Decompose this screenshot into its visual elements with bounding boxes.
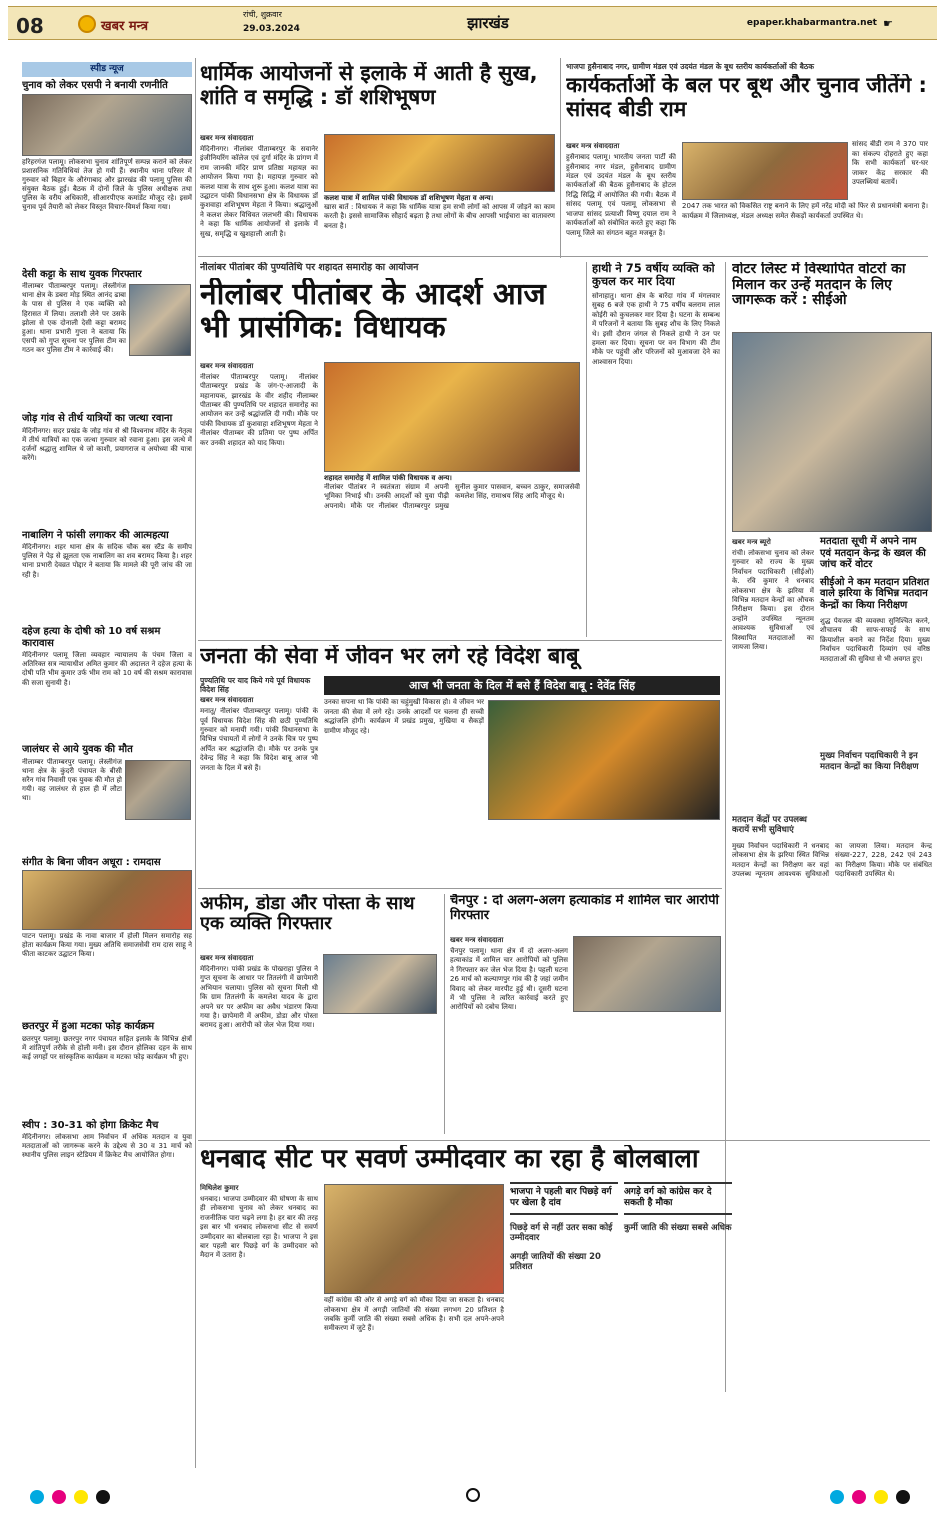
story-body: मेदिनीनगर। नीलांबर पीताम्बरपुर के सवानेर इंजीनियरिंग कॉलेज एवं दुर्गा मंदिर के प्रांगण में राम जानकी मंदिर प्राण प्रतिष्ठा महायज्ञ का आयोजन किया गया है। महायज्ञ गुरुवार को कलश यात्रा के साथ शुरू हुआ। कलश यात्रा का उद्घाटन पांकी विधानसभा क्षेत्र के विधायक डॉ कुशवाहा शशिभूषण मेहता ने किया। श्रद्धालुओं ने कलश लेकर विधिवत जलभरी की। विधायक ने कहा कि धार्मिक आयोजनों से इलाके में सुख, समृद्धि व खुशहाली आती है।	[200, 144, 318, 238]
story-byline: खबर मन्त्र संवाददाता	[200, 134, 254, 142]
story-body-extra: उनका सपना था कि पांकी का चहुंमुखी विकास हो। वे जीवन भर जनता की सेवा में लगे रहे। उनके आदर्शों पर चलना ही सच्ची श्रद्धांजलि होगी। कार्यक्रम में प्रखंड प्रमुख, मुखिया व सैकड़ों ग्रामीण मौजूद रहे।	[324, 698, 484, 735]
brief-headline: नाबालिग ने फांसी लगाकर की आत्महत्या	[22, 529, 169, 541]
story-nilambar-pitambar	[200, 262, 580, 637]
story-opium-arrest	[200, 894, 440, 1134]
city-day: रांची, शुक्रवार	[243, 10, 282, 19]
brief-text: नीलाम्बर पीताम्बरपुर पलामू। लेस्लीगंज थाना क्षेत्र के कुंदरी पंचायत के बीसी सरैन गांव निवासी एक युवक की मौत हो गयी। वह जालंधर से हाल ही में लौटा था।	[22, 757, 122, 803]
story-dhanbad-seat	[200, 1145, 932, 1470]
highlight-bullet: मतदाता सूची में अपने नाम एवं मतदान केन्द्र के ख्वल की जांच करें वोटर	[820, 536, 926, 570]
story-headline: कार्यकर्ताओं के बल पर बूथ और चुनाव जीतेंगे : सांसद बीडी राम	[566, 74, 927, 121]
story-headline: अफीम, डोडा और पोस्ता के साथ एक व्यक्ति गिरफ्तार	[200, 894, 415, 935]
story-photo	[324, 362, 580, 472]
news-photo	[22, 870, 192, 930]
registration-dot	[74, 1490, 88, 1504]
story-photo	[573, 936, 721, 1012]
story-body: मेदिनीनगर। पांकी प्रखंड के पोखराहा पुलिस ने गुप्त सूचना के आधार पर तितलंगी में छापेमारी अभियान चलाया। पुलिस को सूचना मिली थी कि ग्राम तितलंगी के कमलेश यादव के द्वारा अपने घर पर अफीम का अवैध भंडारण किया गया है। छापेमारी में अफीम, डोडा और पोस्ता बरामद हुआ। आरोपी को जेल भेज दिया गया।	[200, 964, 318, 1030]
brief-text: मेदिनीनगर पलामू जिला व्यवहार न्यायालय के पंचम जिला व अतिरिक्त सत्र न्यायाधीश अमित कुमार की अदालत ने दहेज हत्या के दोषी पति भीम कुमार उर्फ भीम राम को 10 वर्ष की सश्रम कारावास की सजा सुनायी है।	[22, 651, 192, 687]
registration-dot	[30, 1490, 44, 1504]
speed-news-label: स्पीड न्यूज	[22, 62, 192, 77]
story-photo	[324, 1184, 504, 1294]
side-note: सांसद बीडी राम ने 370 पार का संकल्प दोहराते हुए कहा कि सभी कार्यकर्ता घर-घर जाकर केंद्र सरकार की उपलब्धियां बतायें।	[852, 140, 928, 187]
sidebar-quote: अगड़े वर्ग को कांग्रेस कर दे सकती है मौका	[624, 1182, 732, 1215]
story-videsh-babu	[200, 645, 720, 885]
story-body-extra: नीलांबर पीतांबर ने स्वतंत्रता संग्राम में अपनी भूमिका निभाई थी। उनकी आदर्शों को युवा पीढ़ी अपनाये। मौके पर नीलांबर पीताम्बरपुर प्रमुख सुनील कुमार पासवान, बच्चन ठाकुर, समाजसेवी कमलेश सिंह, रामाश्रय सिंह आदि मौजूद थे।	[324, 482, 580, 510]
brief-text: छतरपुर पलामू। छतरपुर नगर पंचायत सहित इलाके के विभिन्न क्षेत्रों में शांतिपूर्ण तरीके से होली मनी। इस दौरान होलिका दहन के साथ कई जगहों पर सांस्कृतिक कार्यक्रम व मटका फोड़ कार्यक्रम भी हुए।	[22, 1034, 192, 1061]
story-subhead: अगड़ी जातियों की संख्या 20 प्रतिशत	[510, 1251, 601, 1273]
registration-dot	[52, 1490, 66, 1504]
story-body: मनातू/ नीलांबर पीताम्बरपुर पलामू। पांकी के पूर्व विधायक विदेश सिंह की छठी पुण्यतिथि गुरुवार को मनायी गयी। पांकी विधानसभा के विभिन्न पंचायतों में लोगों ने उनके चित्र पर पुष्प अर्पित कर श्रद्धांजलि दी। मौके पर उनके पुत्र देवेन्द्र सिंह ने कहा कि विदेश बाबू आज भी जनता के दिल में बसे हैं।	[200, 707, 318, 772]
story-subhead: कुर्मी जाति की संख्या सबसे अधिक	[624, 1222, 732, 1233]
registration-dot	[830, 1490, 844, 1504]
story-body-more: मुख्य निर्वाचन पदाधिकारी ने धनबाद लोकसभा क्षेत्र के झरिया स्थित विभिन्न मतदान केन्द्रों का निरीक्षण कर वहां उपलब्ध न्यूनतम आवश्यक सुविधाओं का जायजा लिया। मतदान केन्द्र संख्या-227, 228, 242 एवं 243 का निरीक्षण किया। मौके पर संबंधित पदाधिकारी उपस्थित थे।	[732, 842, 932, 879]
story-photo	[323, 954, 437, 1014]
sidebar-quote: भाजपा ने पहली बार पिछड़े वर्ग पर खेला है दांव	[510, 1182, 618, 1215]
website-link[interactable]: epaper.khabarmantra.net	[746, 18, 877, 28]
story-body-extra: 2047 तक भारत को विकसित राष्ट्र बनाने के लिए हमें नरेंद्र मोदी को फिर से प्रधानमंत्री बनाना है। कार्यक्रम में जिलाध्यक्ष, मंडल अध्यक्ष समेत सैकड़ों कार्यकर्ता उपस्थित थे।	[682, 202, 928, 220]
photo-caption: शहादत समारोह में शामिल पांकी विधायक व अन्य।	[324, 473, 452, 482]
story-body: नीलांबर पीताम्बरपुर पलामू। नीलांबर पीताम्बरपुर प्रखंड के जंग-ए-आजादी के महानायक, झारखंड के वीर शहीद नीलाम्बर पीताम्बर की पुण्यतिथि पर शहादत समारोह का आयोजन कर उन्हें श्रद्धांजलि दी गयी। मौके पर पांकी विधायक डॉ कुशवाहा शशिभूषण मेहता ने नीलांबर पीताम्बर की प्रतिमा पर पुष्प अर्पित कर उनकी शहादत को याद किया।	[200, 372, 318, 447]
brief-text: मेदिनीनगर। सदर प्रखंड के जोड़ गांव से श्री विश्वनाथ मंदिर के नेतृत्व में तीर्थ यात्रियों का एक जत्था गुरुवार को रवाना हुआ। इस जत्थे में दर्जनों श्रद्धालु शामिल थे जो काशी, प्रयागराज व अयोध्या की यात्रा करेंगे।	[22, 426, 192, 463]
inner-banner: आज भी जनता के दिल में बसे हैं विदेश बाबू : देवेंद्र सिंह	[324, 676, 720, 696]
brief-headline: संगीत के बिना जीवन अधूरा : रामदास	[22, 856, 161, 868]
story-photo	[732, 332, 932, 532]
brief-headline: जोड़ गांव से तीर्थ यात्रियों का जत्था रवाना	[22, 413, 173, 425]
story-body: सोनाहातु। थाना क्षेत्र के बारेंदा गांव में मंगलवार सुबह 6 बजे एक हाथी ने 75 वर्षीय बलराम लाल कोईरी को कुचलकर मार दिया है। घटना के सम्बन्ध में परिजनों ने बताया कि सुबह शौच के लिए निकले थे। इसी दौरान जंगल से निकले हाथी ने उन पर हमला कर दिया। सूचना पर वन विभाग की टीम मौके पर पहुंची और परिजनों को मुआवजा देने का आश्वासन दिया।	[592, 291, 720, 366]
story-byline: खबर मन्त्र संवाददाता	[450, 936, 504, 944]
brief-headline: देसी कट्टा के साथ युवक गिरफ्तार	[22, 268, 142, 280]
brief-text: पाटन पलामू। प्रखंड के नावा बाजार में होली मिलन समारोह सह होता कार्यक्रम किया गया। मुख्य अतिथि समाजसेवी राम दास साहू ने फीता काटकर उद्घाटन किया।	[22, 932, 192, 959]
story-elephant	[592, 262, 720, 637]
paper-name: खबर मन्त्र	[101, 19, 149, 34]
story-body: धनबाद। भाजपा उम्मीदवार की घोषणा के साथ ही लोकसभा चुनाव को लेकर धनबाद का राजनीतिक पारा चढ़ने लगा है। हर बार की तरह इस बार भी धनबाद लोकसभा सीट से सवर्ण उम्मीदवार का बोलबाला रहा है। भाजपा ने इस बार पहली बार पिछड़े वर्ग के उम्मीदवार को मैदान में उतारा है।	[200, 1194, 318, 1260]
story-kicker: नीलांबर पीतांबर की पुण्यतिथि पर शहादत समारोह का आयोजन	[200, 262, 419, 273]
story-photo	[682, 142, 848, 200]
story-byline: मिथिलेश कुमार	[200, 1184, 239, 1193]
story-religious-event	[200, 62, 555, 250]
story-headline: धार्मिक आयोजनों से इलाके में आती है सुख, शांति व समृद्धि : डॉ शशिभूषण	[200, 62, 538, 109]
story-subhead: मतदान केंद्रों पर उपलब्ध करायें सभी सुविधाएं	[732, 814, 807, 836]
brief-text: मेदिनीनगर। शहर थाना क्षेत्र के सदिक चौक बस स्टैंड के समीप पुलिस ने पेड़ से झूलता एक नाबालिग का शव बरामद किया है। शहर थाना प्रभारी देवव्रत पोद्दार ने बताया कि मामले की पूरी जांच की जा रही है।	[22, 543, 192, 579]
story-body-extra: खास बातें : विधायक ने कहा कि धार्मिक यात्रा हम सभी लोगों को आपस में जोड़ने का काम करती है। इससे सामाजिक सौहार्द बढ़ता है तथा लोगों के बीच आपसी भाईचारा का वातावरण बनता है।	[324, 202, 555, 230]
story-body-extra: शुद्ध पेयजल की व्यवस्था सुनिश्चित करने, शौचालय की साफ-सफाई के साथ क्रियाशील बनाने का निर्देश दिया। मुख्य निर्वाचन पदाधिकारी दिव्यांग एवं वरिष्ठ मतदाताओं की सुविधा से भी अवगत हुए।	[820, 617, 930, 663]
story-body: चैनपुर पलामू। थाना क्षेत्र में दो अलग-अलग हत्याकांड में शामिल चार आरोपियों को पुलिस ने गिरफ्तार कर जेल भेज दिया है। पहली घटना 26 मार्च को कल्याणपुर गांव की है जहां जमीन विवाद को लेकर मारपीट हुई थी। दूसरी घटना में भी पुलिस ने त्वरित कार्रवाई करते हुए आरोपियों को दबोच लिया।	[450, 946, 568, 1012]
story-headline: जनता की सेवा में जीवन भर लगे रहे विदेश बाबू	[200, 645, 579, 669]
story-byline: खबर मन्त्र ब्यूरो	[732, 538, 771, 546]
brief-text: नीलाम्बर पीताम्बरपुर पलामू। लेस्लीगंज थाना क्षेत्र के डबरा मोड़ स्थित आनंद ढाबा के पास से पुलिस ने एक व्यक्ति को हिरासत में लिया। तलाशी लेने पर उसके झोला से एक दोनाली देसी कट्टा बरामद हुआ। थाना प्रभारी गुप्ता ने बताया कि एसपी को गुप्त सूचना पर पुलिस टीम का गठन कर पुलिस टीम ने कार्रवाई की।	[22, 282, 126, 354]
story-byline: खबर मन्त्र संवाददाता	[200, 361, 254, 370]
pointer-icon: ☛	[883, 17, 893, 30]
story-subhead: पिछड़े वर्ग से नहीं उतर सका कोई उम्मीदवार	[510, 1222, 613, 1244]
brief-headline: स्वीप : 30-31 को होगा क्रिकेट मैच	[22, 1119, 159, 1131]
story-byline: खबर मन्त्र संवाददाता	[200, 954, 254, 962]
story-headline: चैनपुर : दो अलग-अलग हत्याकांड में शामिल चार आरोपी गिरफ्तार	[450, 894, 719, 923]
registration-target-icon	[466, 1488, 480, 1502]
story-chainpur-arrest	[450, 894, 722, 1134]
story-highlight: पुण्यतिथि पर याद किये गये पूर्व विधायक विदेश सिंह	[200, 675, 311, 694]
story-kicker: भाजपा हुसैनाबाद नगर, ग्रामीण मंडल एवं उदयंत मंडल के बूथ स्तरीय कार्यकर्ताओं की बैठक	[566, 62, 814, 71]
story-bjp-meeting	[566, 62, 928, 252]
registration-dot	[852, 1490, 866, 1504]
story-headline: नीलांबर पीतांबर के आदर्श आज भी प्रासंगिक: विधायक	[200, 277, 546, 346]
page-number: 08	[16, 14, 44, 38]
brief-headline: दहेज हत्या के दोषी को 10 वर्ष सश्रम कारावास	[22, 626, 161, 649]
brief-text: मेदिनीनगर। लोकसभा आम निर्वाचन में अधिक मतदान व युवा मतदाताओं को जागरूक करने के उद्देश्य से 30 व 31 मार्च को स्थानीय पुलिस लाइन स्टेडियम में क्रिकेट मैच आयोजित होगा।	[22, 1133, 192, 1160]
registration-dot	[874, 1490, 888, 1504]
story-headline: धनबाद सीट पर सवर्ण उम्मीदवार का रहा है बोलबाला	[200, 1145, 699, 1174]
story-body: रांची। लोकसभा चुनाव को लेकर गुरुवार को राज्य के मुख्य निर्वाचन पदाधिकारी (सीईओ) के. रवि कुमार ने धनबाद लोकसभा क्षेत्र के झरिया में विभिन्न मतदान केन्द्रों का औचक निरीक्षण किया। इस दौरान उन्होंने उपस्थित न्यूनतम आवश्यक सुविधाओं एवं विस्थापित मतदाताओं का जायजा लिया।	[732, 548, 814, 652]
story-headline: वोटर लिस्ट में विस्थापित वोटरों का मिलान कर उन्हें मतदान के लिए जागरूक करें : सीईओ	[732, 262, 906, 309]
story-body: हुसैनाबाद पलामू। भारतीय जनता पार्टी की हुसैनाबाद नगर मंडल, हुसैनाबाद ग्रामीण मंडल एवं उदयंत मंडल के बूथ स्तरीय कार्यकर्ताओं की बैठक हुसैनाबाद के होटल रिद्धि सिद्धि में आयोजित की गयी। बैठक में सांसद पलामू एवं पलामू लोकसभा से भाजपा सांसद प्रत्याशी विष्णु दयाल राम ने कार्यकर्ताओं को संबोधित करते हुए कहा कि पलामू जिले का संगठन बहुत मजबूत है।	[566, 153, 676, 237]
registration-dot	[896, 1490, 910, 1504]
news-photo	[129, 284, 191, 356]
story-headline: हाथी ने 75 वर्षीय व्यक्ति को कुचल कर मार दिया	[592, 262, 715, 288]
brief-headline: चुनाव को लेकर एसपी ने बनायी रणनीति	[22, 80, 168, 92]
photo-caption: कलश यात्रा में शामिल पांकी विधायक डॉ शशिभूषण मेहता व अन्य।	[324, 194, 494, 202]
story-subhead: मुख्य निर्वाचन पदाधिकारी ने इन मतदान केन्द्रों का किया निरीक्षण	[820, 751, 919, 772]
masthead	[8, 6, 937, 40]
news-photo	[22, 94, 192, 156]
story-byline: खबर मन्त्र संवाददाता	[200, 696, 254, 705]
brand-logo-icon	[78, 15, 96, 33]
issue-date: 29.03.2024	[243, 24, 300, 34]
section-title: झारखंड	[467, 14, 509, 32]
news-photo	[125, 760, 191, 820]
brief-headline: छतरपुर में हुआ मटका फोड़ कार्यक्रम	[22, 1021, 155, 1033]
story-photo	[488, 700, 720, 820]
registration-dot	[96, 1490, 110, 1504]
story-byline: खबर मन्त्र संवाददाता	[566, 142, 620, 151]
brief-text: हरिहरगंज पलामू। लोकसभा चुनाव शांतिपूर्ण सम्पन्न कराने को लेकर प्रशासनिक गतिविधियां तेज हो गयी हैं। स्थानीय थाना परिसर में गुरुवार को बिहार के औरंगाबाद और झारखंड की पलामू पुलिस की संयुक्त बैठक हुई। बैठक में दोनों जिले के पुलिस अधीक्षक तथा पुलिस के वरीय अधिकारी, सीआरपीएफ कमांडेंट मौजूद रहे। इसमें चुनाव पूर्व तैयारी को लेकर विस्तृत विचार-विमर्श किया गया।	[22, 157, 192, 212]
story-photo	[324, 134, 555, 192]
left-news-column	[22, 62, 192, 1467]
brief-headline: जालंधर से आये युवक की मौत	[22, 744, 133, 756]
story-body-extra: वहीं कांग्रेस की ओर से अगड़े वर्ग को मौका दिया जा सकता है। धनबाद लोकसभा क्षेत्र में अगड़ी जातियों की संख्या लगभग 20 प्रतिशत है जबकि कुर्मी जाति की संख्या सबसे अधिक है। सभी दल अपने-अपने समीकरण में जुटे हैं।	[324, 1296, 504, 1333]
highlight-bullet: सीईओ ने कम मतदान प्रतिशत वाले झरिया के विभिन्न मतदान केन्द्रों का किया निरीक्षण	[820, 576, 930, 611]
